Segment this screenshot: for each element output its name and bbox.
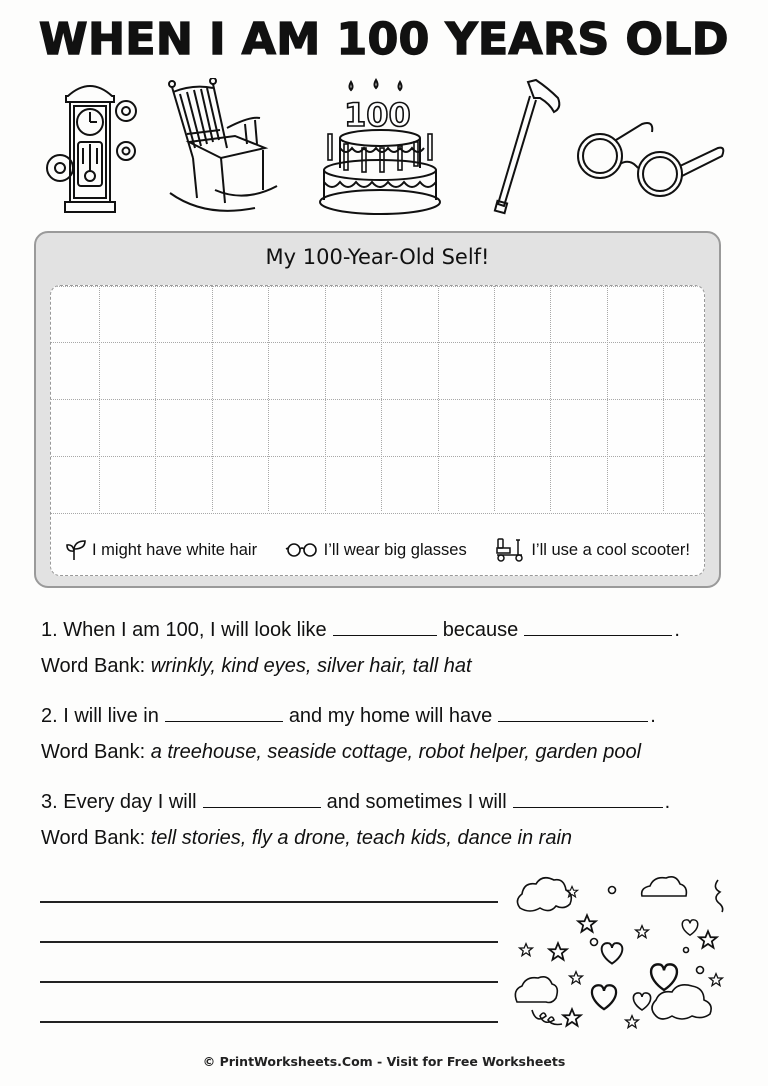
writing-line-3[interactable] xyxy=(40,981,498,983)
drawing-box-title: My 100-Year-Old Self! xyxy=(265,245,490,269)
drawing-area[interactable] xyxy=(50,285,705,576)
question-3 xyxy=(41,791,670,814)
prompt-cool-scooter xyxy=(494,537,690,563)
drawing-prompts xyxy=(51,538,704,562)
prompt-text: I might have white hair xyxy=(92,540,258,559)
writing-line-1[interactable] xyxy=(40,901,498,903)
word-bank-2 xyxy=(41,741,641,764)
birthday-cake-100-icon xyxy=(318,78,443,218)
word-bank-words: a treehouse, seaside cottage, robot helper, garden pool xyxy=(150,741,642,763)
clouds-stars-hearts-doodle-icon xyxy=(512,870,727,1030)
mobility-scooter-icon xyxy=(494,537,526,563)
period: . xyxy=(674,619,680,641)
footer-copyright: © PrintWorksheets.Com - Visit for Free Worksheets xyxy=(202,1054,566,1069)
drawing-box xyxy=(34,231,721,588)
question-2 xyxy=(41,705,656,728)
question-1-part1: 1. When I am 100, I will look like xyxy=(41,619,327,641)
word-bank-words: wrinkly, kind eyes, silver hair, tall hat xyxy=(150,655,472,677)
walking-cane-icon xyxy=(490,78,570,218)
rocking-chair-icon xyxy=(165,78,280,216)
question-3-part2: and sometimes I will xyxy=(326,791,507,813)
answer-blank-2b[interactable] xyxy=(498,720,648,722)
question-2-part2: and my home will have xyxy=(288,705,493,727)
answer-blank-3b[interactable] xyxy=(513,806,663,808)
answer-blank-1b[interactable] xyxy=(524,634,672,636)
word-bank-label: Word Bank: xyxy=(41,827,146,849)
question-3-part1: 3. Every day I will xyxy=(41,791,197,813)
word-bank-label: Word Bank: xyxy=(41,741,146,763)
sprout-icon xyxy=(65,539,87,561)
word-bank-words: tell stories, fly a drone, teach kids, dance in rain xyxy=(150,827,573,849)
question-2-part1: 2. I will live in xyxy=(41,705,159,727)
period: . xyxy=(664,791,671,813)
illustrations-row xyxy=(0,72,768,222)
grandfather-clock-icon xyxy=(40,76,145,216)
prompt-white-hair xyxy=(65,539,257,561)
round-glasses-icon xyxy=(572,112,727,202)
period: . xyxy=(650,705,656,727)
prompt-text: I’ll wear big glasses xyxy=(323,540,467,559)
writing-line-4[interactable] xyxy=(40,1021,498,1023)
word-bank-1 xyxy=(41,655,472,678)
writing-line-2[interactable] xyxy=(40,941,498,943)
word-bank-label: Word Bank: xyxy=(41,655,146,677)
answer-blank-2a[interactable] xyxy=(165,720,283,722)
prompt-big-glasses xyxy=(285,541,467,560)
word-bank-3 xyxy=(41,827,572,850)
question-1-part2: because xyxy=(442,619,519,641)
svg-text:100: 100 xyxy=(344,96,411,134)
prompt-text: I’ll use a cool scooter! xyxy=(531,540,690,559)
answer-blank-1a[interactable] xyxy=(333,634,437,636)
glasses-icon xyxy=(285,543,319,557)
page-title: WHEN I AM 100 YEARS OLD xyxy=(39,14,729,65)
question-1 xyxy=(41,619,680,642)
answer-blank-3a[interactable] xyxy=(203,806,321,808)
